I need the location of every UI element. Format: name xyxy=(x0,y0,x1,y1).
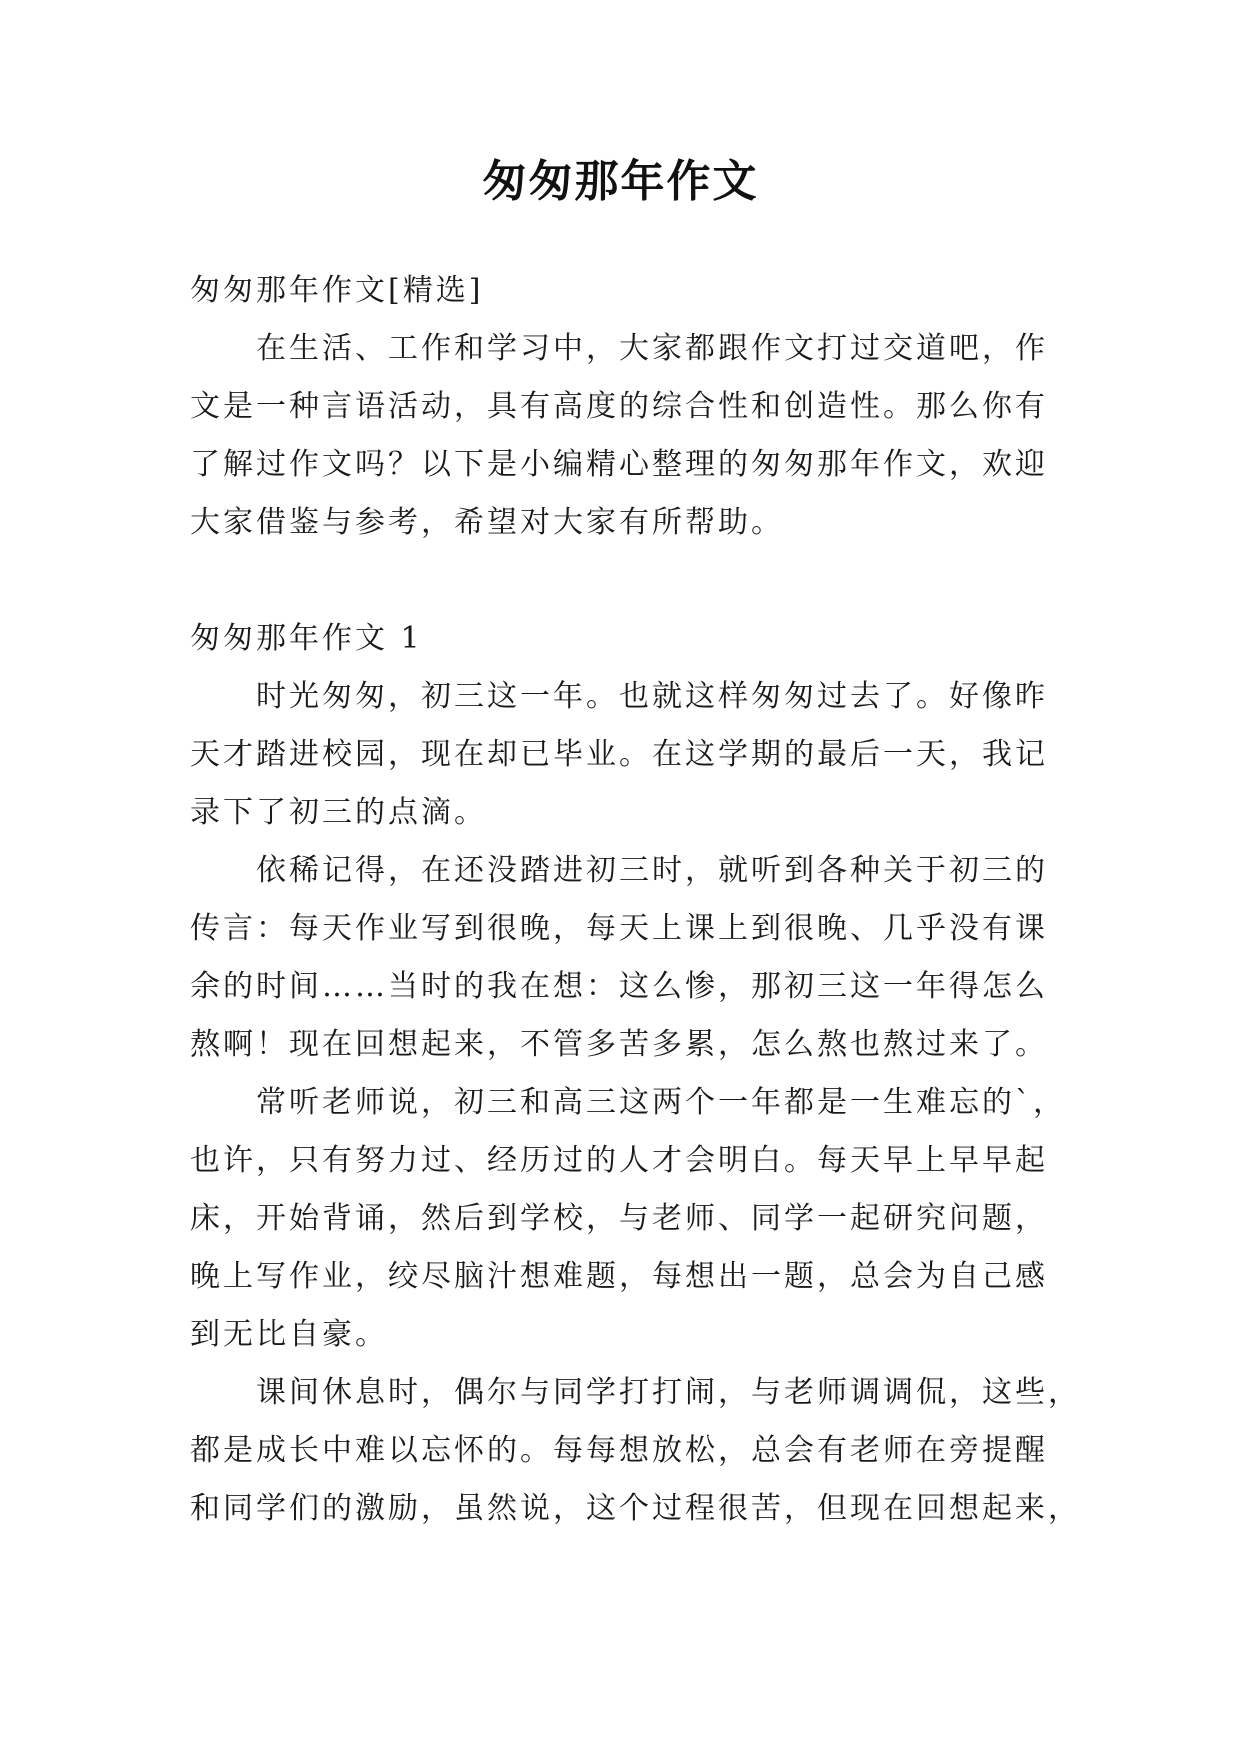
subtitle-line: 匆匆那年作文[精选] xyxy=(190,273,484,308)
paragraph-line: 也许，只有努力过、经历过的人才会明白。每天早上早早起 xyxy=(190,1143,1048,1178)
intro-line: 了解过作文吗？以下是小编精心整理的匆匆那年作文，欢迎 xyxy=(190,447,1048,482)
intro-paragraph xyxy=(190,320,1070,552)
intro-line: 大家借鉴与参考，希望对大家有所帮助。 xyxy=(190,505,784,540)
paragraph-line: 录下了初三的点滴。 xyxy=(190,795,487,830)
paragraph-4 xyxy=(190,1364,1081,1538)
paragraph-line: 和同学们的激励，虽然说，这个过程很苦，但现在回想起来， xyxy=(190,1491,1081,1526)
document-body xyxy=(190,262,1081,1538)
intro-line: 文是一种言语活动，具有高度的综合性和创造性。那么你有 xyxy=(190,389,1048,424)
paragraph-line: 课间休息时，偶尔与同学打打闹，与老师调调侃，这些， xyxy=(256,1375,1081,1410)
paragraph-3 xyxy=(190,1074,1070,1364)
paragraph-1 xyxy=(190,668,1070,842)
paragraph-line: 晚上写作业，绞尽脑汁想难题，每想出一题，总会为自己感 xyxy=(190,1259,1048,1294)
paragraph-line: 传言：每天作业写到很晚，每天上课上到很晚、几乎没有课 xyxy=(190,911,1048,946)
paragraph-gap xyxy=(190,552,1070,610)
paragraph-line: 依稀记得，在还没踏进初三时，就听到各种关于初三的 xyxy=(256,853,1048,888)
paragraph-line: 余的时间……当时的我在想：这么惨，那初三这一年得怎么 xyxy=(190,969,1048,1004)
paragraph-line: 床，开始背诵，然后到学校，与老师、同学一起研究问题， xyxy=(190,1201,1048,1236)
paragraph-line: 到无比自豪。 xyxy=(190,1317,388,1352)
section-heading: 匆匆那年作文 1 xyxy=(190,621,423,656)
document-title: 匆匆那年作文 xyxy=(482,156,759,207)
paragraph-line: 时光匆匆，初三这一年。也就这样匆匆过去了。好像昨 xyxy=(256,679,1048,714)
intro-line: 在生活、工作和学习中，大家都跟作文打过交道吧，作 xyxy=(256,331,1048,366)
paragraph-2 xyxy=(190,842,1070,1074)
paragraph-line: 常听老师说，初三和高三这两个一年都是一生难忘的`， xyxy=(256,1085,1066,1120)
paragraph-line: 天才踏进校园，现在却已毕业。在这学期的最后一天，我记 xyxy=(190,737,1048,772)
paragraph-line: 都是成长中难以忘怀的。每每想放松，总会有老师在旁提醒 xyxy=(190,1433,1048,1468)
paragraph-line: 熬啊！现在回想起来，不管多苦多累，怎么熬也熬过来了。 xyxy=(190,1027,1048,1062)
